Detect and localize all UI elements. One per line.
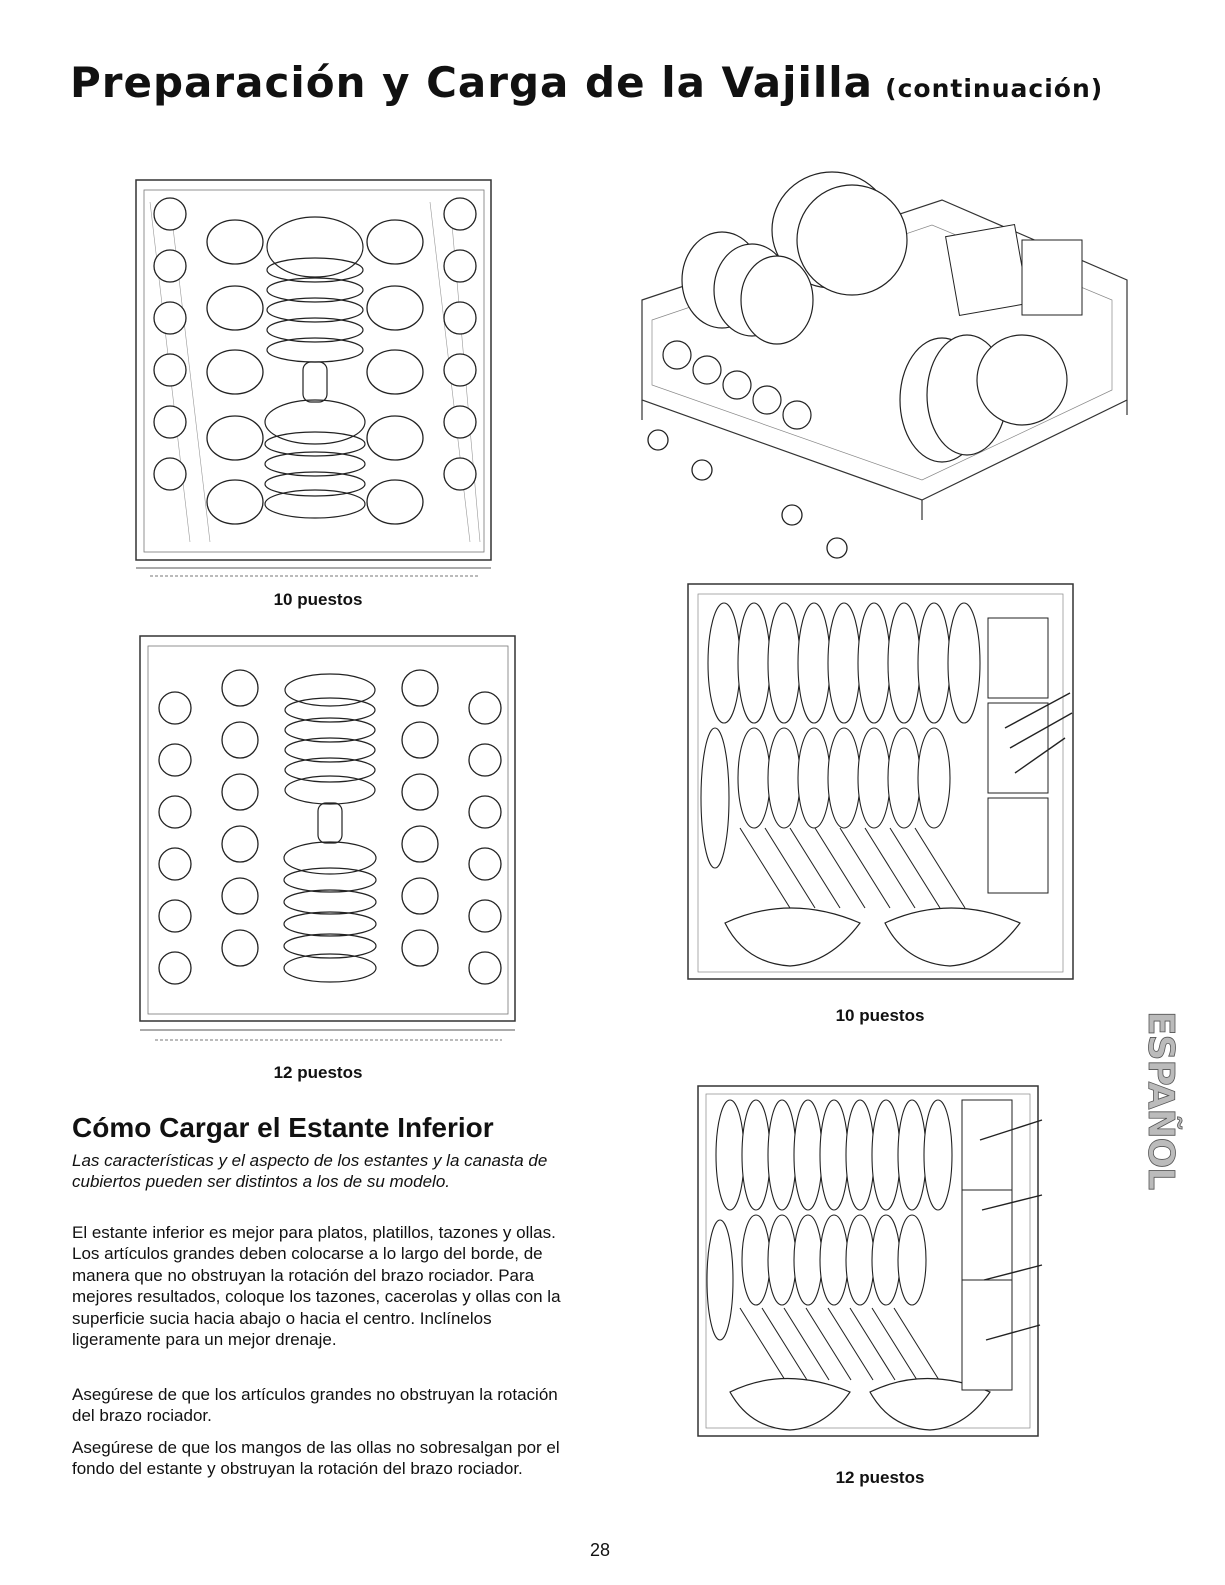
page-title-suffix: (continuación) [885,74,1104,103]
page-number: 28 [590,1540,611,1560]
page-title [70,58,1103,107]
upper-rack-12-caption: 12 puestos [273,1063,363,1082]
lower-rack-10-illustration [680,578,1090,998]
upper-rack-10-caption: 10 puestos [273,590,363,609]
language-side-tab-text: ESPAÑOL [1140,1011,1181,1190]
page-title-main: Preparación y Carga de la Vajilla [70,58,874,107]
section-paragraph-2: Asegúrese de que los artículos grandes no obstruyan la rotación del brazo rociador. [72,1385,558,1426]
section-paragraph-1: El estante inferior es mejor para platos, platillos, tazones y ollas. Los artículos grandes deben colocarse a lo largo del borde, de manera que no obstruyan la rotación del brazo rociador. Para mejores resultados, coloque los tazones, cacerolas y ollas con la superficie sucia hacia abajo o hacia el centro. Inclínelos ligeramente para un mejor drenaje. [72,1223,561,1350]
language-side-tab [1128,990,1181,1240]
lower-rack-10-caption: 10 puestos [835,1006,925,1025]
upper-rack-12-illustration [130,628,530,1048]
section-heading: Cómo Cargar el Estante Inferior [72,1112,494,1143]
lower-rack-perspective-illustration [622,170,1137,570]
upper-rack-10-illustration [130,172,500,582]
lower-rack-12-illustration [690,1080,1050,1455]
section-paragraph-3: Asegúrese de que los mangos de las ollas no sobresalgan por el fondo del estante y obstruyan la rotación del brazo rociador. [72,1438,560,1479]
section-intro: Las características y el aspecto de los estantes y la canasta de cubiertos pueden ser distintos a los de su modelo. [72,1151,548,1191]
lower-rack-12-caption: 12 puestos [835,1468,925,1487]
